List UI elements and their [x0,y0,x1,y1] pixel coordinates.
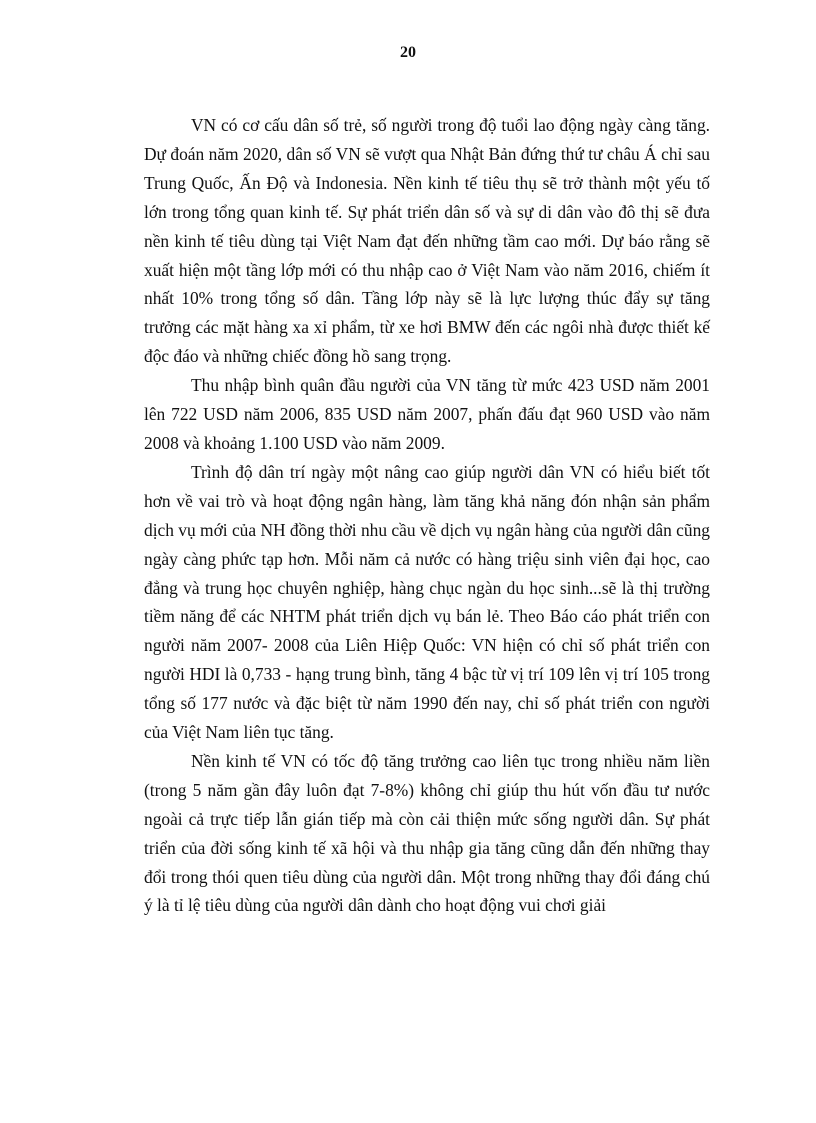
paragraph-income: Thu nhập bình quân đầu người của VN tăng từ mức 423 USD năm 2001 lên 722 USD năm 2006, 835 USD năm 2007, phấn đấu đạt 960 USD vào năm 2008 và khoảng 1.100 USD vào năm 2009. [144,375,710,453]
page-number: 20 [400,44,416,61]
paragraph-economic-growth: Nền kinh tế VN có tốc độ tăng trưởng cao liên tục trong nhiều năm liền (trong 5 năm gần đây luôn đạt 7-8%) không chỉ giúp thu hút vốn đầu tư nước ngoài cả trực tiếp lẫn gián tiếp mà còn cải thiện mức sống người dân. Sự phát triển của đời sống kinh tế xã hội và thu nhập gia tăng cũng dẫn đến những thay đổi trong thói quen tiêu dùng của người dân. Một trong những thay đổi đáng chú ý là tỉ lệ tiêu dùng của người dân dành cho hoạt động vui chơi giải [144,750,710,916]
paragraph-education: Trình độ dân trí ngày một nâng cao giúp người dân VN có hiểu biết tốt hơn về vai trò và hoạt động ngân hàng, làm tăng khả năng đón nhận sản phẩm dịch vụ mới của NH đồng thời nhu cầu về dịch vụ ngân hàng của người dân cũng ngày càng phức tạp hơn. Mỗi năm cả nước có hàng triệu sinh viên đại học, cao đẳng và trung học chuyên nghiệp, hàng chục ngàn du học sinh...sẽ là thị trường tiềm năng để các NHTM phát triển dịch vụ bán lẻ. Theo Báo cáo phát triển con người năm 2007- 2008 của Liên Hiệp Quốc: VN hiện có chỉ số phát triển con người HDI là 0,733 - hạng trung bình, tăng 4 bậc từ vị trí 109 lên vị trí 105 trong tổng số 177 nước và đặc biệt từ năm 1990 đến nay, chỉ số phát triển con người của Việt Nam liên tục tăng. [144,461,710,743]
paragraph-population: VN có cơ cấu dân số trẻ, số người trong độ tuổi lao động ngày càng tăng. Dự đoán năm 2020, dân số VN sẽ vượt qua Nhật Bản đứng thứ tư châu Á chỉ sau Trung Quốc, Ấn Độ và Indonesia. Nền kinh tế tiêu thụ sẽ trở thành một yếu tố lớn trong tổng quan kinh tế. Sự phát triển dân số và sự di dân vào đô thị sẽ đưa nền kinh tế tiêu dùng tại Việt Nam đạt đến những tầm cao mới. Dự báo rằng sẽ xuất hiện một tầng lớp mới có thu nhập cao ở Việt Nam vào năm 2016, chiếm ít nhất 10% trong tổng số dân. Tầng lớp này sẽ là lực lượng thúc đẩy sự tăng trưởng các mặt hàng xa xỉ phẩm, từ xe hơi BMW đến các ngôi nhà được thiết kế độc đáo và những chiếc đồng hồ sang trọng. [144,115,710,367]
body-text [144,111,710,920]
